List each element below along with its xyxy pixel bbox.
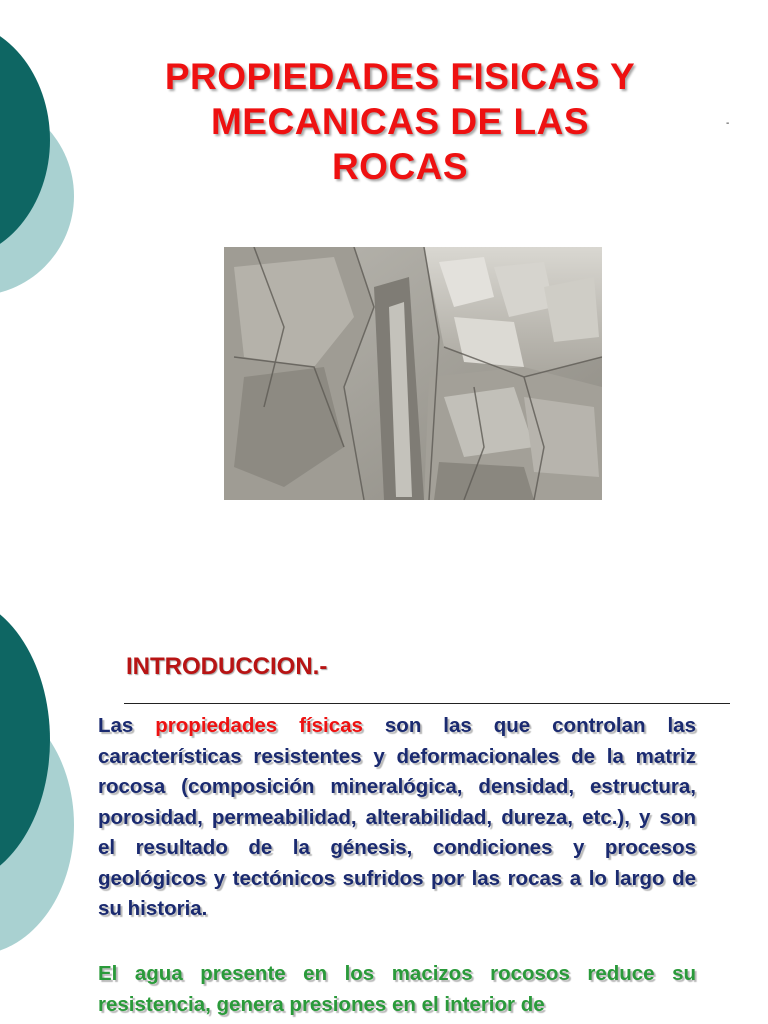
rock-outcrop-image <box>224 247 602 500</box>
stray-dash: - <box>726 118 730 129</box>
section-divider <box>124 703 730 704</box>
title-line-2: MECANICAS DE LAS <box>210 101 590 143</box>
intro-text-start: Las <box>98 714 156 737</box>
slide-introduction <box>0 575 768 1024</box>
intro-paragraph <box>98 711 696 925</box>
intro-text-rest: son las que controlan las características resistentes y deformacionales de la matriz rocosa (composición mineralógica, densidad, estructura, porosidad, permeabilidad, alterabilidad, dureza, etc.), y son el resultado de la génesis, condiciones y procesos geológicos y tectónicos sufridos por las rocas a lo largo de su historia. <box>98 714 696 920</box>
rock-outcrop-photo <box>224 247 602 500</box>
intro-highlight: propiedades físicas <box>155 714 363 737</box>
title-line-1: PROPIEDADES FISICAS Y <box>164 56 636 97</box>
section-heading: INTRODUCCION.- <box>126 653 328 680</box>
title-line-3: ROCAS <box>331 146 469 188</box>
page-title <box>90 54 710 189</box>
water-paragraph: El agua presente en los macizos rocosos reduce su resistencia, genera presiones en el interior de <box>98 962 696 1016</box>
